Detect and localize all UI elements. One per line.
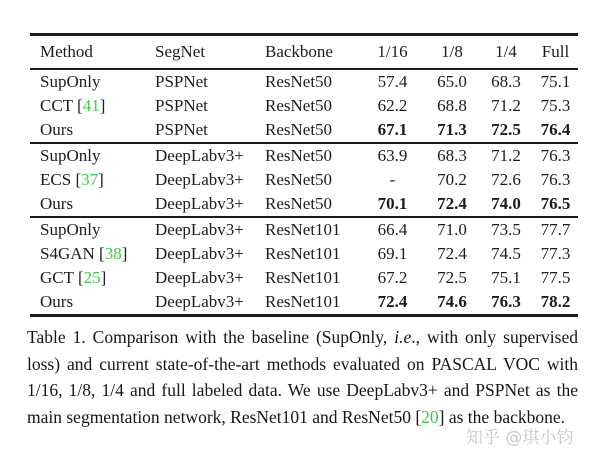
- method-cell: [30, 290, 155, 316]
- segnet-cell: DeepLabv3+: [155, 143, 265, 168]
- table-row: [30, 168, 578, 192]
- method-cell: GCT [25]: [40, 268, 107, 287]
- score-cell: 69.1: [377, 244, 408, 263]
- segnet-cell: DeepLabv3+: [155, 217, 265, 242]
- segnet-cell: DeepLabv3+: [155, 170, 244, 189]
- citation-number: 25: [83, 268, 101, 287]
- method-label: GCT: [40, 268, 74, 287]
- column-header-1-8: 1/8: [425, 35, 479, 70]
- score-cell: 73.5: [479, 217, 533, 242]
- table-row: [30, 69, 578, 94]
- score-cell: 70.1: [377, 194, 408, 213]
- score-cell: 76.3: [540, 170, 571, 189]
- score-cell: 71.2: [491, 96, 521, 115]
- backbone-cell: ResNet50: [265, 194, 333, 213]
- score-cell: 74.5: [491, 244, 521, 263]
- backbone-cell: ResNet101: [265, 268, 341, 287]
- watermark: 知乎 @琪小钧: [466, 428, 574, 448]
- score-cell: 68.8: [437, 96, 467, 115]
- score-cell: 74.6: [437, 292, 467, 311]
- backbone-cell: ResNet101: [265, 292, 341, 311]
- score-cell: 77.7: [533, 217, 578, 242]
- method-cell: [30, 217, 155, 242]
- citation-number: 37: [81, 170, 99, 189]
- table-row: [30, 143, 578, 168]
- score-cell: 77.3: [540, 244, 571, 263]
- score-cell: 67.2: [377, 268, 408, 287]
- column-header-backbone: Backbone: [265, 35, 360, 70]
- score-cell: 77.5: [540, 268, 571, 287]
- method-cell: [30, 69, 155, 94]
- backbone-cell: ResNet50: [265, 143, 360, 168]
- caption-text: i.e: [394, 327, 412, 347]
- score-cell: 76.3: [533, 143, 578, 168]
- backbone-cell: ResNet50: [265, 96, 333, 115]
- segnet-cell: PSPNet: [155, 120, 208, 139]
- table-row: [30, 94, 578, 118]
- backbone-cell: ResNet101: [265, 217, 360, 242]
- table-row: [30, 266, 578, 290]
- score-cell: 71.3: [437, 120, 467, 139]
- score-cell: 75.3: [540, 96, 571, 115]
- score-cell: 66.4: [360, 217, 425, 242]
- segnet-cell: DeepLabv3+: [155, 268, 244, 287]
- column-header-full: Full: [533, 35, 578, 70]
- score-cell: 57.4: [377, 72, 408, 91]
- score-cell: 76.4: [540, 120, 571, 139]
- score-cell: 78.2: [540, 292, 571, 311]
- method-label: ECS: [40, 170, 72, 189]
- score-cell: 67.1: [377, 120, 408, 139]
- caption-text: Table 1. Comparison with the baseline (SupOnly,: [27, 327, 395, 347]
- segnet-cell: DeepLabv3+: [155, 244, 244, 263]
- score-cell: 76.3: [491, 292, 521, 311]
- results-table: [30, 33, 578, 317]
- score-cell: 75.1: [540, 72, 571, 91]
- score-cell: 72.5: [491, 120, 521, 139]
- method-cell: [30, 143, 155, 168]
- method-cell: ECS [37]: [40, 170, 104, 189]
- backbone-cell: ResNet50: [265, 170, 333, 189]
- segnet-cell: PSPNet: [155, 96, 208, 115]
- score-cell: 63.9: [360, 143, 425, 168]
- method-label: Ours: [40, 194, 74, 213]
- score-cell: 76.5: [540, 194, 571, 213]
- method-cell: [30, 192, 155, 217]
- caption-text: ] as the backbone.: [438, 406, 565, 427]
- score-cell: 71.0: [425, 217, 479, 242]
- score-cell: 74.0: [491, 194, 521, 213]
- segnet-cell: DeepLabv3+: [155, 194, 244, 213]
- score-cell: 72.4: [437, 244, 467, 263]
- column-header-1-16: 1/16: [360, 35, 425, 70]
- table-row: [30, 192, 578, 217]
- column-header-method: Method: [30, 35, 155, 70]
- method-label: Ours: [40, 120, 74, 139]
- backbone-cell: ResNet50: [265, 72, 333, 91]
- table-row: [30, 242, 578, 266]
- score-cell: 72.6: [491, 170, 521, 189]
- method-label: S4GAN: [40, 244, 95, 263]
- score-cell: 70.2: [437, 170, 467, 189]
- backbone-cell: ResNet50: [265, 120, 333, 139]
- score-cell: 68.3: [425, 143, 479, 168]
- segnet-cell: PSPNet: [155, 72, 208, 91]
- score-cell: 75.1: [491, 268, 521, 287]
- table-caption: [27, 324, 578, 430]
- method-cell: S4GAN [38]: [40, 244, 128, 263]
- score-cell: -: [389, 170, 396, 189]
- score-cell: 68.3: [491, 72, 521, 91]
- score-cell: 65.0: [437, 72, 467, 91]
- segnet-cell: DeepLabv3+: [155, 292, 244, 311]
- table-row: [30, 217, 578, 242]
- method-label: CCT: [40, 96, 73, 115]
- table-header-row: [30, 35, 578, 70]
- column-header-segnet: SegNet: [155, 35, 265, 70]
- caption-text: ., with only supervised loss) and current state-of-the-art methods evaluated on PASCAL VOC with 1/16, 1/8, 1/4 and full labeled data. We use DeepLabv3+ and PSPNet as the main segmentation network, ResNet101 and ResNet50 [: [27, 327, 578, 427]
- caption-citation-number: 20: [421, 406, 439, 427]
- method-cell: CCT [41]: [40, 96, 106, 115]
- method-label: Ours: [40, 292, 74, 311]
- score-cell: 62.2: [377, 96, 408, 115]
- citation-number: 38: [104, 244, 122, 263]
- column-header-1-4: 1/4: [479, 35, 533, 70]
- score-cell: 72.5: [437, 268, 467, 287]
- method-label: SupOnly: [40, 146, 101, 165]
- method-label: SupOnly: [40, 220, 101, 239]
- table-row: [30, 290, 578, 316]
- table-body: [30, 69, 578, 316]
- citation-number: 41: [82, 96, 100, 115]
- backbone-cell: ResNet101: [265, 244, 341, 263]
- score-cell: 72.4: [377, 292, 408, 311]
- method-label: SupOnly: [40, 72, 101, 91]
- method-cell: [30, 118, 155, 143]
- score-cell: 72.4: [437, 194, 467, 213]
- table-row: [30, 118, 578, 143]
- score-cell: 71.2: [479, 143, 533, 168]
